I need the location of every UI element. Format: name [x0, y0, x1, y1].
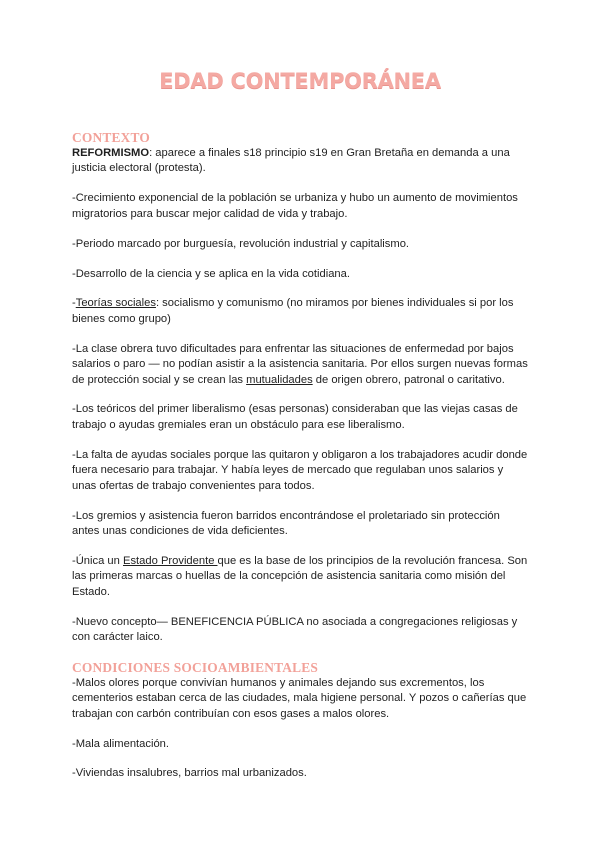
paragraph-gremios: -Los gremios y asistencia fueron barridos encontrándose el proletariado sin protección antes unas condiciones de vida deficientes.: [72, 509, 500, 537]
paragraph-mala-alimentacion: -Mala alimentación.: [72, 737, 170, 750]
paragraph-teoricos: -Los teóricos del primer liberalismo (esas personas) consideraban que las viejas casas de trabajo o ayudas gremiales eran un obstáculo para ese liberalismo.: [72, 403, 518, 431]
paragraph-estado-providente: [72, 554, 530, 600]
section-heading-contexto: CONTEXTO: [72, 130, 150, 145]
term-estado-providente: Estado Providente: [123, 554, 218, 567]
paragraph-teorias-prefix: -: [72, 297, 76, 310]
paragraph-crecimiento: -Crecimiento exponencial de la población se urbaniza y hubo un aumento de movimientos migratorios para buscar mejor calidad de vida y trabajo.: [72, 192, 518, 220]
paragraph-clase-obrera-text: -La clase obrera tuvo dificultades para enfrentar las situaciones de enfermedad por bajos salarios o paro — no podían asistir a la asistencia sanitaria. Por ellos surgen nuevas formas de protección social y se crean las: [72, 342, 528, 386]
paragraph-estado-prefix: -Única un: [72, 554, 123, 567]
document-body: [72, 130, 530, 796]
paragraph-malos-olores: -Malos olores porque convivían humanos y animales dejando sus excrementos, los cementerios estaban cerca de las ciudades, mala higiene personal. Y pozos o cañerías que trabajan con carbón contribuían con esos gases a malos olores.: [72, 676, 527, 720]
paragraph-teorias: [72, 296, 530, 327]
page-title: EDAD CONTEMPORÁNEA: [159, 69, 441, 93]
paragraph-nuevo-concepto: -Nuevo concepto— BENEFICENCIA PÚBLICA no asociada a congregaciones religiosas y con carácter laico.: [72, 615, 518, 643]
paragraph-teorias-text: : socialismo y comunismo (no miramos por bienes individuales si por los bienes como grupo): [72, 297, 514, 325]
section-heading-condiciones: CONDICIONES SOCIOAMBIENTALES: [72, 659, 319, 675]
paragraph-estado-text: que es la base de los principios de la revolución francesa. Son las primeras marcas o huellas de la concepción de asistencia sanitaria como misión del Estado.: [72, 554, 528, 598]
paragraph-viviendas: -Viviendas insalubres, barrios mal urbanizados.: [72, 767, 307, 780]
paragraph-clase-obrera: [72, 342, 530, 388]
paragraph-reformismo: [72, 146, 530, 177]
term-mutualidades: mutualidades: [246, 373, 313, 386]
paragraph-reformismo-text: : aparece a finales s18 principio s19 en Gran Bretaña en demanda a una justicia electoral (protesta).: [72, 147, 510, 175]
paragraph-falta-ayudas: -La falta de ayudas sociales porque las quitaron y obligaron a los trabajadores acudir donde fuera necesario para trabajar. Y había leyes de mercado que regulaban unos salarios y unas ofertas de trabajo convenientes para todos.: [72, 448, 528, 492]
paragraph-desarrollo: -Desarrollo de la ciencia y se aplica en la vida cotidiana.: [72, 267, 350, 280]
paragraph-clase-obrera-end: de origen obrero, patronal o caritativo.: [312, 373, 505, 386]
term-reformismo: REFORMISMO: [72, 147, 150, 159]
paragraph-periodo: -Periodo marcado por burguesía, revolución industrial y capitalismo.: [72, 237, 410, 250]
term-teorias-sociales: Teorías sociales: [75, 297, 156, 310]
